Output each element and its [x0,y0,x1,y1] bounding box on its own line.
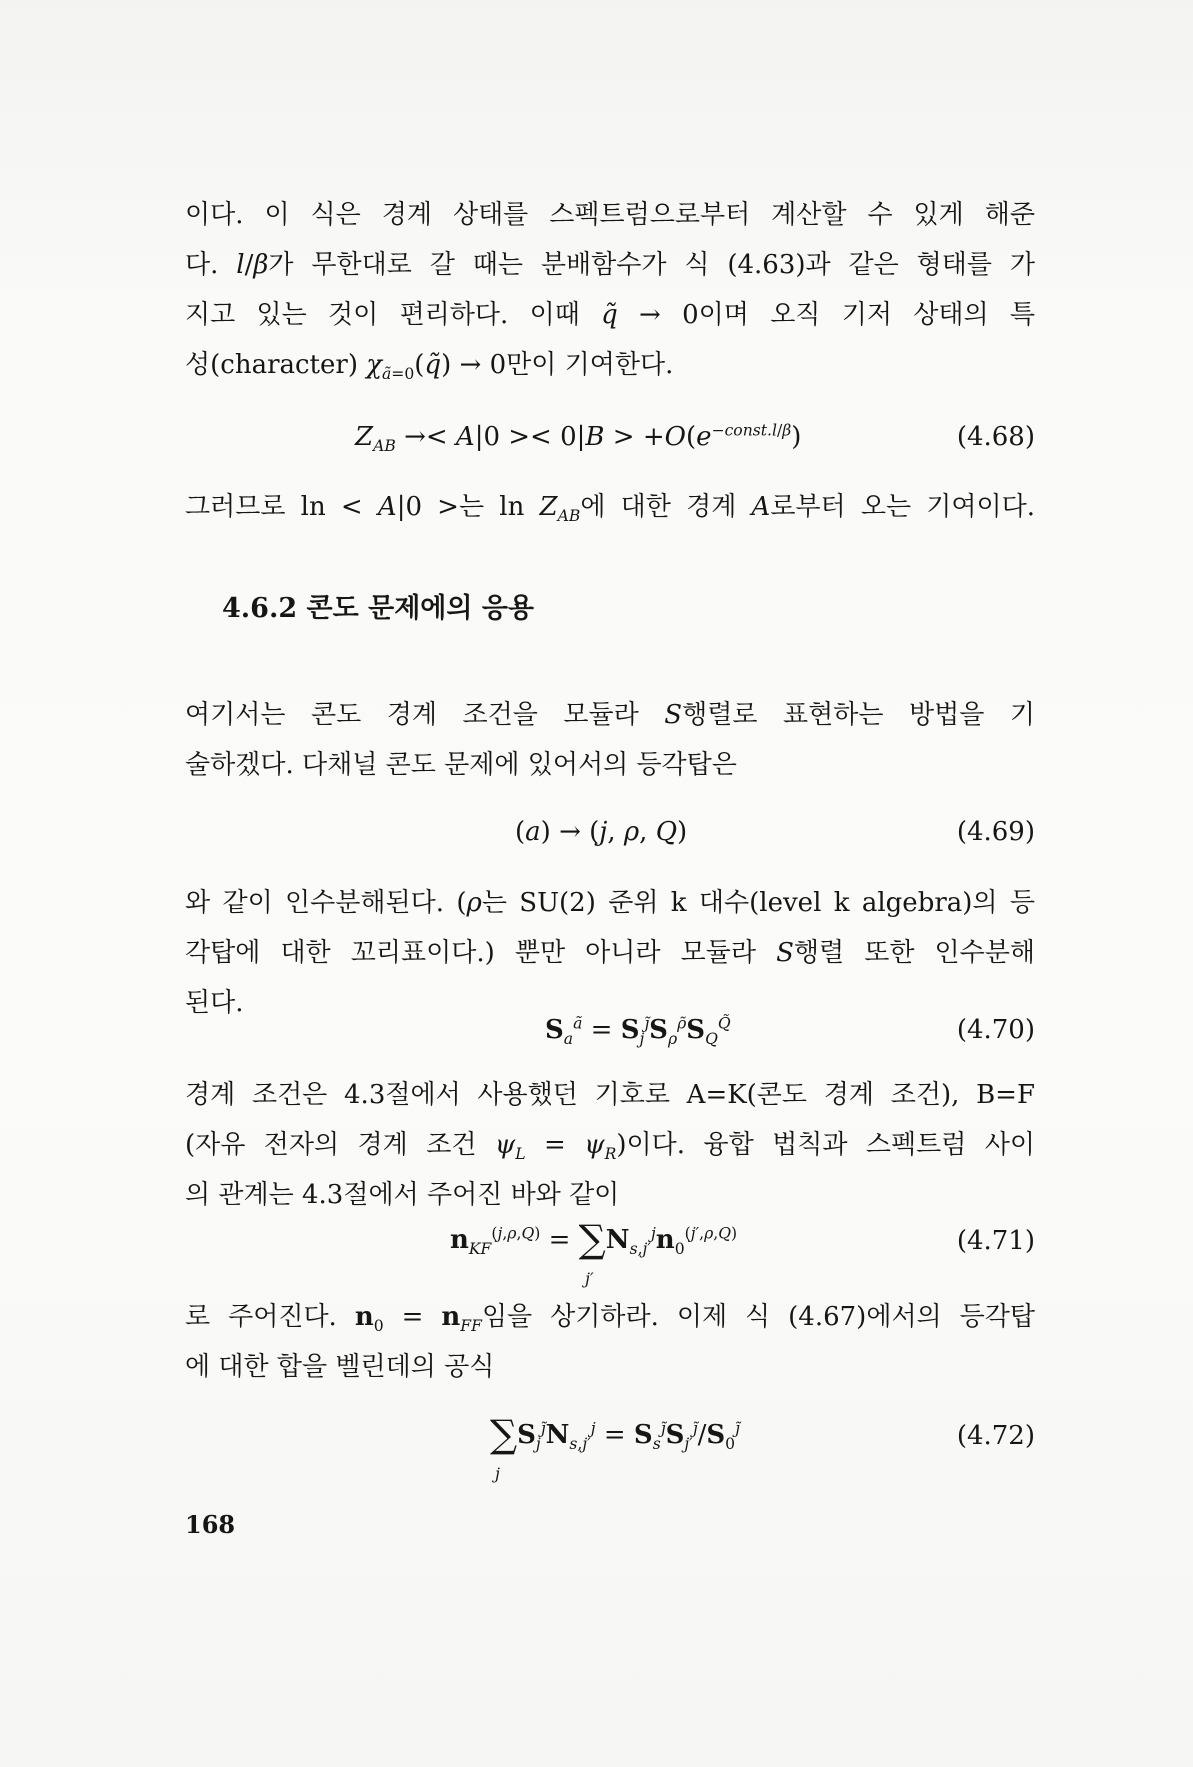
paragraph-2 [185,482,1035,532]
paragraph-6 [185,1292,1035,1392]
text-line: 여기서는 콘도 경계 조건을 모듈라 S행렬로 표현하는 방법을 기 [185,700,1035,730]
paragraph-4 [185,878,1035,1028]
text-line: 와 같이 인수분해된다. (ρ는 SU(2) 준위 k 대수(level k algebra)의 등 [185,888,1035,918]
text-line: 경계 조건은 4.3절에서 사용했던 기호로 A=K(콘도 경계 조건), B=F [185,1080,1035,1110]
equation-4-72 [185,1410,1035,1483]
text-line: 각탑에 대한 꼬리표이다.) 뿐만 아니라 모듈라 S행렬 또한 인수분해 [185,938,1035,968]
text-line: (자유 전자의 경계 조건 $\psi_L = \psi_R$)이다. 융합 법칙과 스펙트럼 사이 [185,1130,1035,1164]
equation-formula: $n_{KF}^{(j,\rho,Q)} = \sum N_{s,j'}^jn_0^{(j',\rho,Q)}$ [450,1217,738,1261]
page-number: 168 [185,1510,236,1539]
text-line: 성(character) $\chi_{ã=0}(q̃) \to 0$만이 기여한다. [185,350,674,384]
paragraph-5 [185,1070,1035,1220]
text-line: 로 주어진다. $n_0 = n_{FF}$임을 상기하라. 이제 식 (4.67)에서의 등각탑 [185,1302,1035,1336]
text-line: 에 대한 합을 벨린데의 공식 [185,1352,495,1382]
summation-index: j [495,1464,500,1483]
paragraph-1 [185,190,1035,390]
equation-4-71 [185,1215,1035,1288]
text-line: 다. l/β가 무한대로 갈 때는 분배함수가 식 (4.63)과 같은 형태를 가 [185,250,1035,280]
text-line: 술하겠다. 다채널 콘도 문제에 있어서의 등각탑은 [185,750,737,780]
equation-4-69 [185,812,1035,852]
equation-number: (4.68) [956,422,1035,452]
equation-number: (4.71) [956,1226,1035,1256]
equation-formula: $Z_{AB} \to< A|0 >< 0|B > +O(e^{-const.l/\beta})$ [355,421,802,456]
equation-number: (4.69) [956,817,1035,847]
section-heading: 4.6.2 콘도 문제에의 응용 [222,593,535,624]
text-line: 이다. 이 식은 경계 상태를 스펙트럼으로부터 계산할 수 있게 해준 [185,200,1035,230]
summation-index: j′ [585,1269,594,1288]
equation-formula: (a) → (j, ρ, Q) [515,817,688,847]
equation-4-70 [185,1010,1035,1050]
equation-formula: $\sum S_j^{j̃}N_{s,j'}^j = S_s^{j̃}S_{j'}^{j̃}/S_0^{j̃}$ [490,1412,740,1456]
equation-formula: $S_a^ã = S_j^{j̃}S_\rho^{\rhõ}S_Q^{Q̃}$ [545,1014,731,1049]
text-line: 된다. [185,988,244,1018]
text-line: 의 관계는 4.3절에서 주어진 바와 같이 [185,1180,620,1210]
equation-4-68 [185,417,1035,457]
paragraph-3 [185,690,1035,790]
equation-number: (4.72) [956,1421,1035,1451]
equation-number: (4.70) [956,1015,1035,1045]
text-line: 그러므로 ln < A|0 >는 $\ln Z_{AB}$에 대한 경계 A로부터 오는 기여이다. [185,492,1035,526]
text-line: 지고 있는 것이 편리하다. 이때 q̃ → 0이며 오직 기저 상태의 특 [185,300,1035,330]
